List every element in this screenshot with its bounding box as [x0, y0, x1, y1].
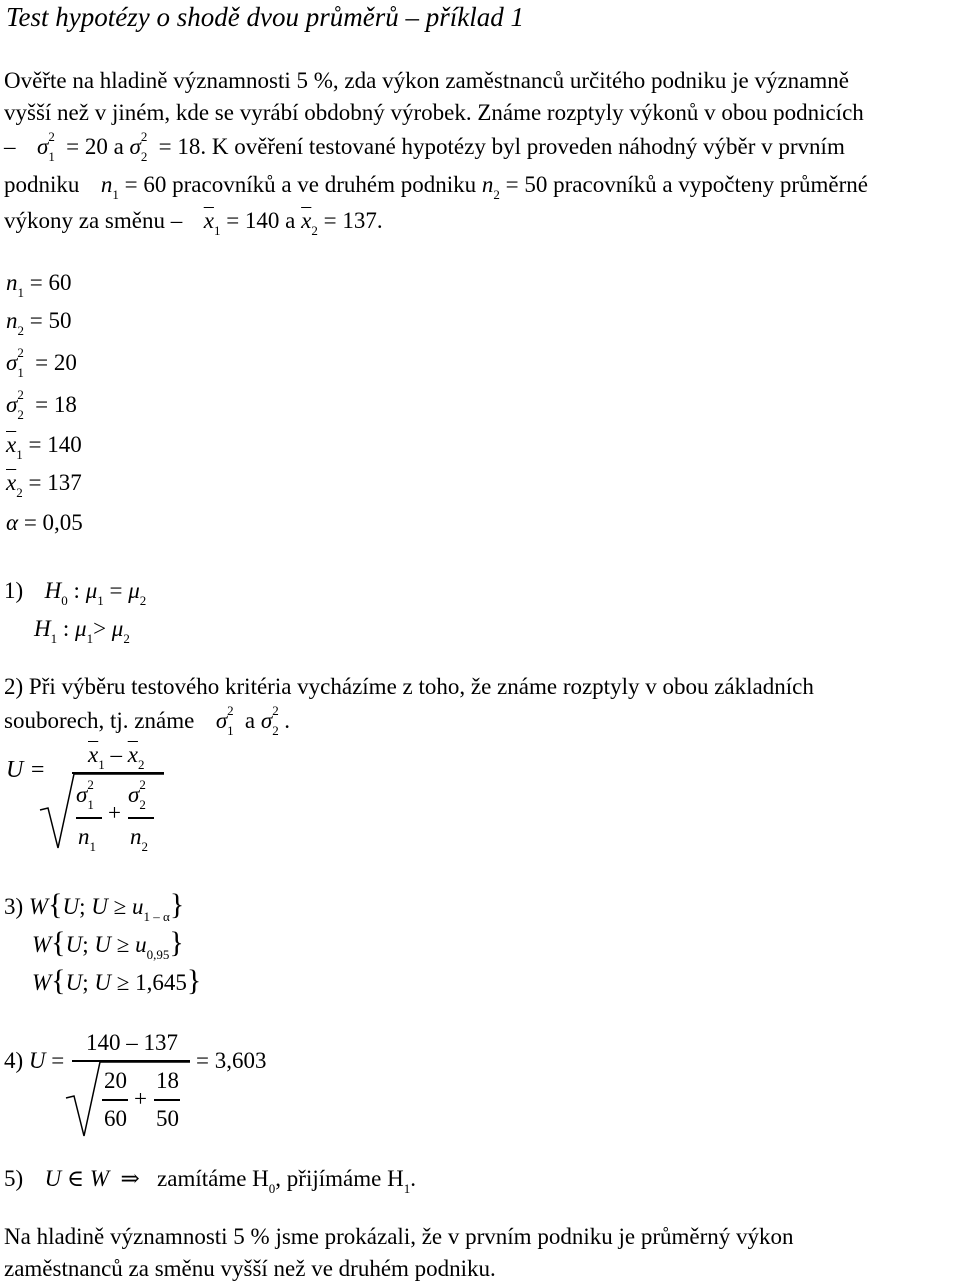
step5-sub0: 0	[268, 1181, 276, 1196]
n2-value: = 50 pracovníků a vypočteny průměrné	[505, 172, 868, 197]
given-s2-value: = 18	[35, 392, 77, 417]
step4-c: 60	[104, 1106, 127, 1131]
step5-text: zamítáme H	[157, 1166, 269, 1191]
intro-line-4: podniku $n_1 = 60$ pracovníků a ve druhém podniku $n_2 = 50$ pracovníků a vypočteny průměrné	[4, 172, 868, 202]
step3-w1: 3) W{U; $U \ge u_{1 - \alpha}$}	[4, 888, 185, 924]
step4-numerator: 140 – 137	[86, 1030, 178, 1055]
given-n1-value: = 60	[29, 270, 72, 295]
step1-label: 1)	[4, 578, 24, 603]
step3-w2: W{U; $U \ge u_{0,95}$}	[32, 926, 184, 962]
conclusion-line-1: Na hladině významnosti 5 % jsme prokázali, že v prvním podniku je průměrný výkon	[4, 1224, 794, 1249]
sigma2-value: = 18.	[158, 134, 207, 159]
intro-text: podniku	[4, 172, 80, 197]
given-n2-value: = 50	[29, 308, 72, 333]
intro-text: výkony za směnu –	[4, 208, 183, 233]
step5-end: .	[410, 1166, 416, 1191]
given-x2-value: = 137	[28, 470, 82, 495]
given-x1-value: = 140	[28, 432, 82, 457]
step2-line1: 2) Při výběru testového kritéria vycházíme z toho, že známe rozptyly v obou základních	[4, 674, 814, 699]
quantile-sub: 0,95	[146, 947, 170, 962]
critical-value: 1,645	[135, 970, 187, 995]
step1-h1: $H_1$ : $\mu_1> \mu_2$	[34, 616, 130, 646]
step4-result: = 3,603	[196, 1048, 267, 1073]
given-alpha: α = 0,05	[6, 510, 83, 535]
intro-line-3: – σ 2 1 = 20 a σ 2 2 = 18. K ověření testované hypotézy byl proveden náhodný výběr v prvním	[4, 128, 845, 164]
step4-label: 4)	[4, 1048, 24, 1073]
page-title: Test hypotézy o shodě dvou průměrů – příklad 1	[6, 2, 524, 32]
step1-h0: 1) $H_0$ : $\mu_1 = \mu_2$	[4, 578, 147, 608]
step4-b: 18	[156, 1068, 179, 1093]
step3-w3: W{U; U ≥ 1,645}	[32, 964, 202, 997]
dash: –	[4, 134, 16, 159]
step4-d: 50	[156, 1106, 179, 1131]
given-x2: $\overline{x}_2 = 137$	[6, 470, 82, 500]
given-s2: σ 2 2 = 18	[6, 386, 77, 422]
given-s1: σ 2 1 = 20	[6, 344, 77, 380]
intro-line-5: výkony za směnu – $\overline{x}_1 = 140$ a $\overline{x}_2 = 137$.	[4, 208, 383, 238]
conclusion-line-2: zaměstnanců za směnu vyšší než ve druhém podniku.	[4, 1256, 496, 1281]
step2-text: souborech, tj. známe	[4, 708, 195, 733]
step5-sub1: 1	[403, 1181, 411, 1196]
n1-value: = 60 pracovníků a ve druhém podniku	[124, 172, 477, 197]
given-alpha-value: = 0,05	[23, 510, 83, 535]
step5-text2: , přijímáme H	[275, 1166, 404, 1191]
given-x1: $\overline{x}_1 = 140$	[6, 432, 82, 462]
given-n1: $n_1 = 60$	[6, 270, 72, 300]
step4-a: 20	[104, 1068, 127, 1093]
step5-label: 5)	[4, 1166, 24, 1191]
intro-line-2: vyšší než v jiném, kde se vyrábí obdobný výrobek. Známe rozptyly výkonů v obou podnicích	[4, 100, 864, 125]
intro-text: K ověření testované hypotézy byl proveden náhodný výběr v prvním	[211, 134, 845, 159]
step5: 5) U ∈ W ⇒ zamítáme $H_0$, přijímáme $H_1$.	[4, 1166, 416, 1196]
sigma1-value: = 20 a	[66, 134, 124, 159]
intro-line-1: Ověřte na hladině významnosti 5 %, zda výkon zaměstnanců určitého podniku je významně	[4, 68, 849, 93]
step2-and: a	[244, 708, 256, 733]
x2-value: = 137.	[323, 208, 383, 233]
given-n2: $n_2 = 50$	[6, 308, 72, 338]
step2-line2: souborech, tj. známe σ 2 1 a σ 2 2 .	[4, 702, 290, 738]
given-s1-value: = 20	[35, 350, 77, 375]
step3-label: 3)	[4, 894, 24, 919]
x1-value: = 140 a	[226, 208, 296, 233]
